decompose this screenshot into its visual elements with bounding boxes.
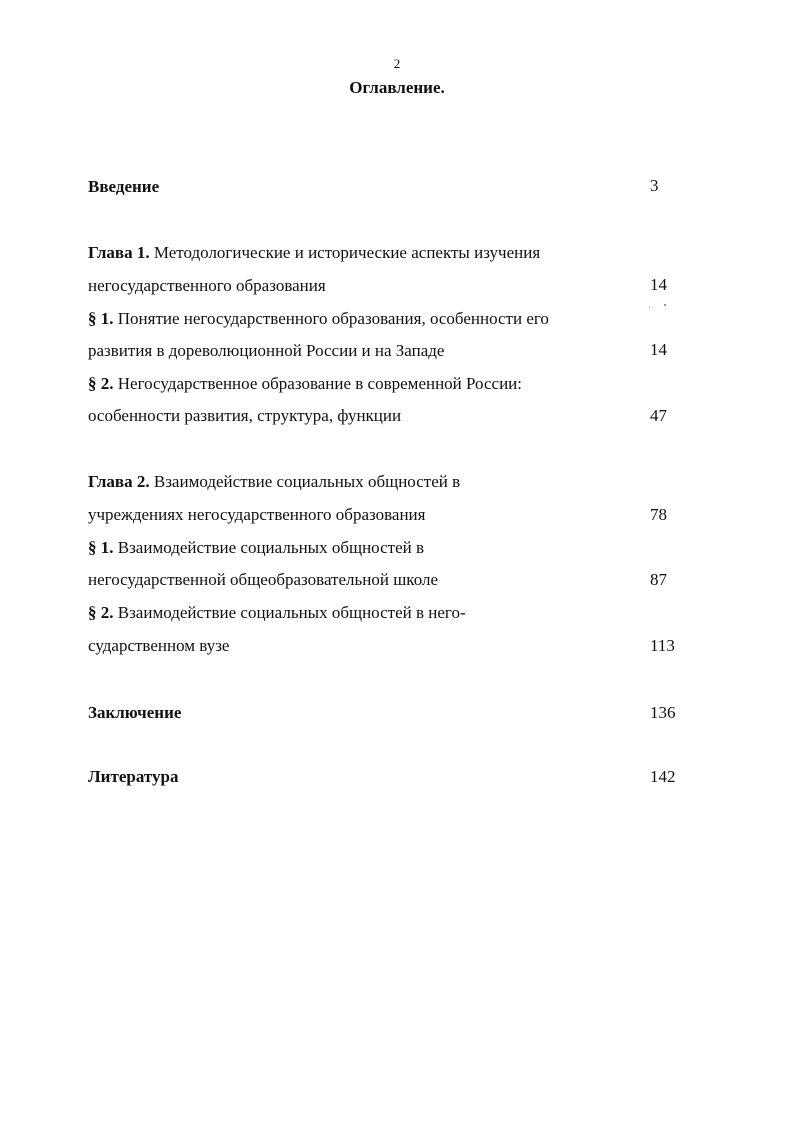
chapter2-page: 78 <box>650 505 667 524</box>
ch2-sec2-page: 113 <box>650 636 675 655</box>
toc-entry-intro <box>88 177 159 197</box>
toc-entry-chapter1-line1 <box>88 243 540 263</box>
ch2-sec1-title-line2: негосударственной общеобразовательной школе <box>88 570 439 589</box>
ch1-sec2-title-line2: особенности развития, структура, функции <box>88 406 402 425</box>
conclusion-page: 136 <box>650 703 676 722</box>
ch1-sec2-title-line1: Негосударственное образование в современной России: <box>117 374 522 393</box>
conclusion-label: Заключение <box>88 703 182 722</box>
toc-entry-ch1-sec1-line2 <box>88 341 444 361</box>
ch2-sec2-title-line2: сударственном вузе <box>88 636 230 655</box>
toc-entry-ch1-sec1-line1 <box>88 309 549 329</box>
toc-entry-chapter2-line2 <box>88 505 425 525</box>
scan-speck <box>664 304 666 306</box>
ch1-sec1-title-line2: развития в дореволюционной России и на Западе <box>88 341 445 360</box>
ch1-sec2-page: 47 <box>650 406 667 425</box>
chapter2-title-line2: учреждениях негосударственного образования <box>88 505 426 524</box>
toc-entry-ch1-sec2-line2 <box>88 406 401 426</box>
intro-label: Введение <box>88 177 160 196</box>
ch1-sec1-page: 14 <box>650 340 667 359</box>
page-number: 2 <box>393 56 401 71</box>
toc-entry-chapter2-line1 <box>88 472 460 492</box>
chapter1-title-line2: негосударственного образования <box>88 276 326 295</box>
toc-title: Оглавление. <box>349 78 445 97</box>
chapter2-title-line1: Взаимодействие социальных общностей в <box>153 472 461 491</box>
ch2-sec1-title-line1: Взаимодействие социальных общностей в <box>117 538 424 557</box>
literature-page: 142 <box>650 767 676 786</box>
intro-page: 3 <box>650 176 659 195</box>
chapter1-title-line1: Методологические и исторические аспекты изучения <box>153 243 541 262</box>
toc-entry-literature <box>88 767 178 787</box>
toc-entry-ch2-sec2-line2 <box>88 636 229 656</box>
ch2-sec2-title-line1: Взаимодействие социальных общностей в него- <box>117 603 466 622</box>
ch1-sec1-title-line1: Понятие негосударственного образования, особенности его <box>117 309 549 328</box>
chapter1-prefix: Глава 1. <box>88 243 150 262</box>
toc-entry-conclusion <box>88 703 181 723</box>
chapter2-prefix: Глава 2. <box>88 472 150 491</box>
toc-entry-ch2-sec2-line1 <box>88 603 466 623</box>
literature-label: Литература <box>88 767 179 786</box>
ch2-sec1-prefix: § 1. <box>88 538 114 557</box>
scan-speck <box>649 307 650 308</box>
toc-entry-ch2-sec1-line2 <box>88 570 438 590</box>
toc-entry-ch1-sec2-line1 <box>88 374 522 394</box>
ch2-sec2-prefix: § 2. <box>88 603 114 622</box>
ch2-sec1-page: 87 <box>650 570 667 589</box>
toc-entry-ch2-sec1-line1 <box>88 538 424 558</box>
toc-entry-chapter1-line2 <box>88 276 326 296</box>
chapter1-page: 14 <box>650 275 667 294</box>
ch1-sec2-prefix: § 2. <box>88 374 114 393</box>
ch1-sec1-prefix: § 1. <box>88 309 114 328</box>
